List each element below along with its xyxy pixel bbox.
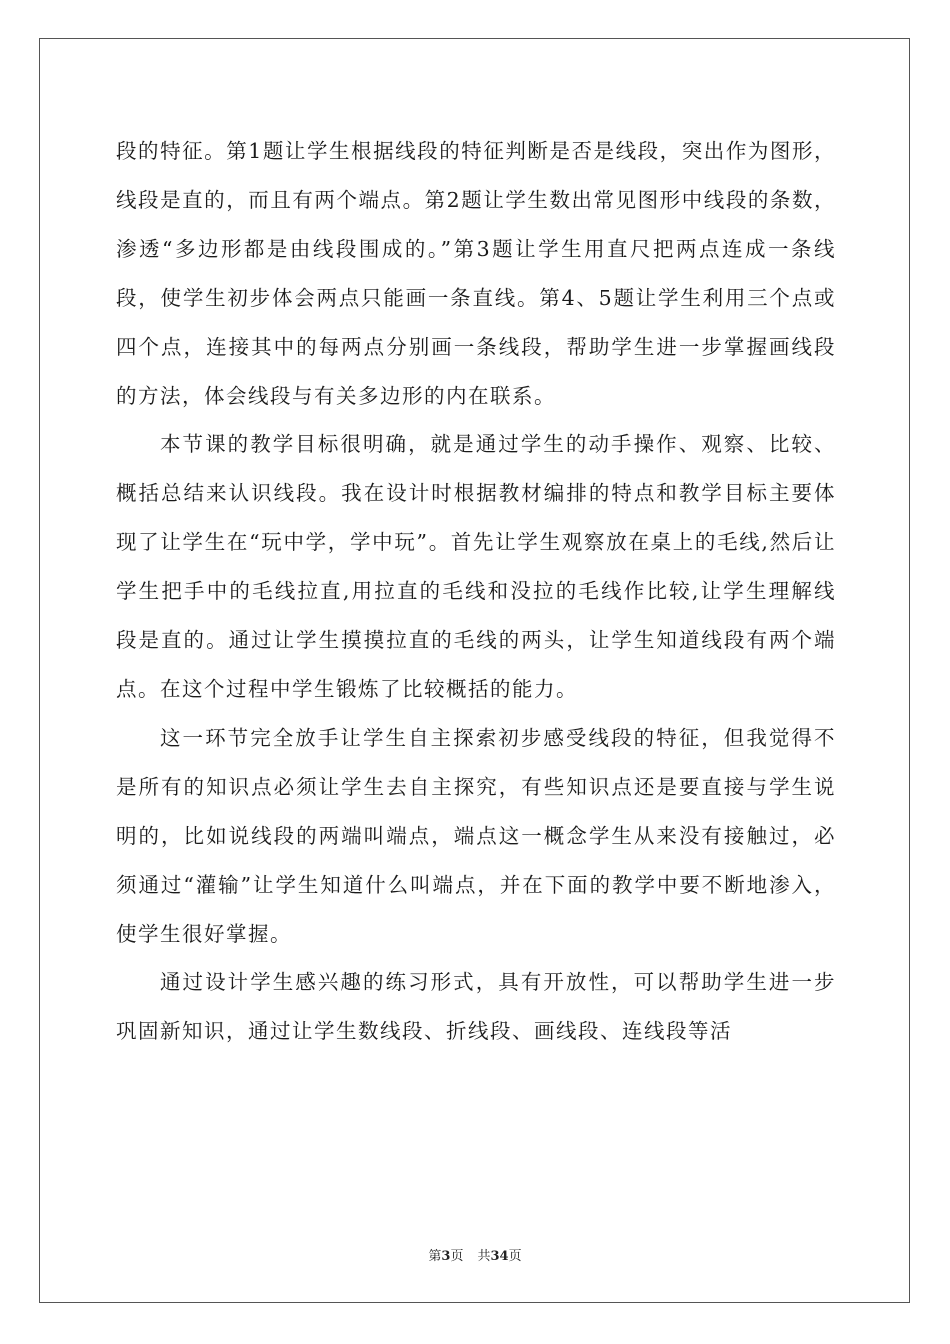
page-number: 第3页 bbox=[428, 1249, 464, 1264]
page-total: 共34页 bbox=[477, 1249, 522, 1264]
paragraph-continued: 段的特征。第1题让学生根据线段的特征判断是否是线段，突出作为图形，线段是直的，而且有两个端点。第2题让学生数出常见图形中线段的条数，渗透“多边形都是由线段围成的。”第3题让学生用直尺把两点连成一条线段，使学生初步体会两点只能画一条直线。第4、5题让学生利用三个点或四个点，连接其中的每两点分别画一条线段，帮助学生进一步掌握画线段的方法，体会线段与有关多边形的内在联系。 bbox=[116, 139, 836, 408]
paragraph: 本节课的教学目标很明确，就是通过学生的动手操作、观察、比较、概括总结来认识线段。我在设计时根据教材编排的特点和教学目标主要体现了让学生在“玩中学，学中玩”。首先让学生观察放在桌上的毛线,然后让学生把手中的毛线拉直,用拉直的毛线和没拉的毛线作比较,让学生理解线段是直的。通过让学生摸摸拉直的毛线的两头，让学生知道线段有两个端点。在这个过程中学生锻炼了比较概括的能力。 bbox=[116, 432, 836, 701]
document-body bbox=[116, 127, 836, 1056]
paragraph: 通过设计学生感兴趣的练习形式，具有开放性，可以帮助学生进一步巩固新知识，通过让学生数线段、折线段、画线段、连线段等活 bbox=[116, 970, 836, 1044]
paragraph: 这一环节完全放手让学生自主探索初步感受线段的特征，但我觉得不是所有的知识点必须让学生去自主探究，有些知识点还是要直接与学生说明的，比如说线段的两端叫端点，端点这一概念学生从来没有接触过，必须通过“灌输”让学生知道什么叫端点，并在下面的教学中要不断地渗入，使学生很好掌握。 bbox=[116, 725, 836, 946]
page-footer bbox=[0, 1245, 950, 1264]
